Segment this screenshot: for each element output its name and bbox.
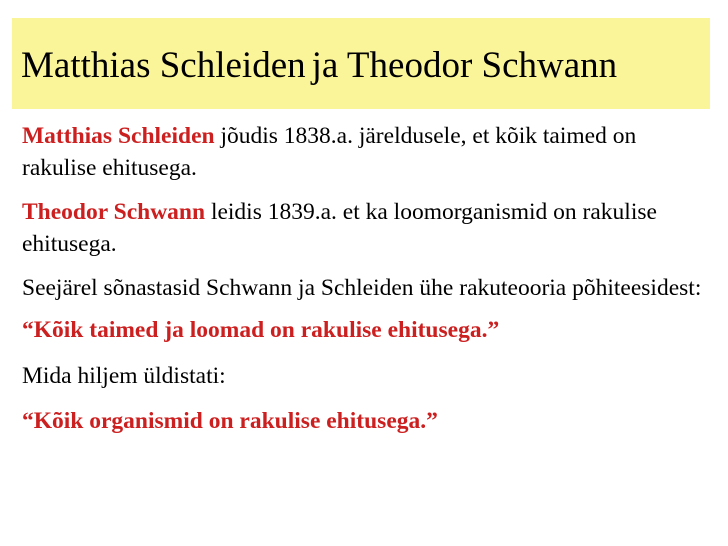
paragraph-theory: Seejärel sõnastasid Schwann ja Schleiden ühe rakuteooria põhiteesidest:: [22, 275, 702, 301]
name-schwann: Theodor Schwann: [22, 199, 206, 225]
slide-body: [22, 120, 702, 448]
quote-all-organisms: “Kõik organismid on rakulise ehitusega.”: [22, 408, 438, 434]
name-schleiden: Matthias Schleiden: [22, 123, 215, 149]
paragraph-schleiden: [22, 120, 702, 184]
paragraph-schwann: [22, 196, 702, 260]
title-part-2: ja Theodor Schwann: [311, 45, 618, 86]
quote-plants-animals: “Kõik taimed ja loomad on rakulise ehitusega.”: [22, 317, 500, 343]
text-schleiden: jõudis 1838.a. järeldusele, et kõik taimed on rakulise ehitusega.: [22, 123, 637, 181]
title-part-1: Matthias Schleiden: [21, 45, 306, 86]
paragraph-generalized: Mida hiljem üldistati:: [22, 363, 226, 389]
text-schwann: leidis 1839.a. et ka loomorganismid on rakulise ehitusega.: [22, 199, 657, 257]
slide-title: [21, 43, 617, 89]
